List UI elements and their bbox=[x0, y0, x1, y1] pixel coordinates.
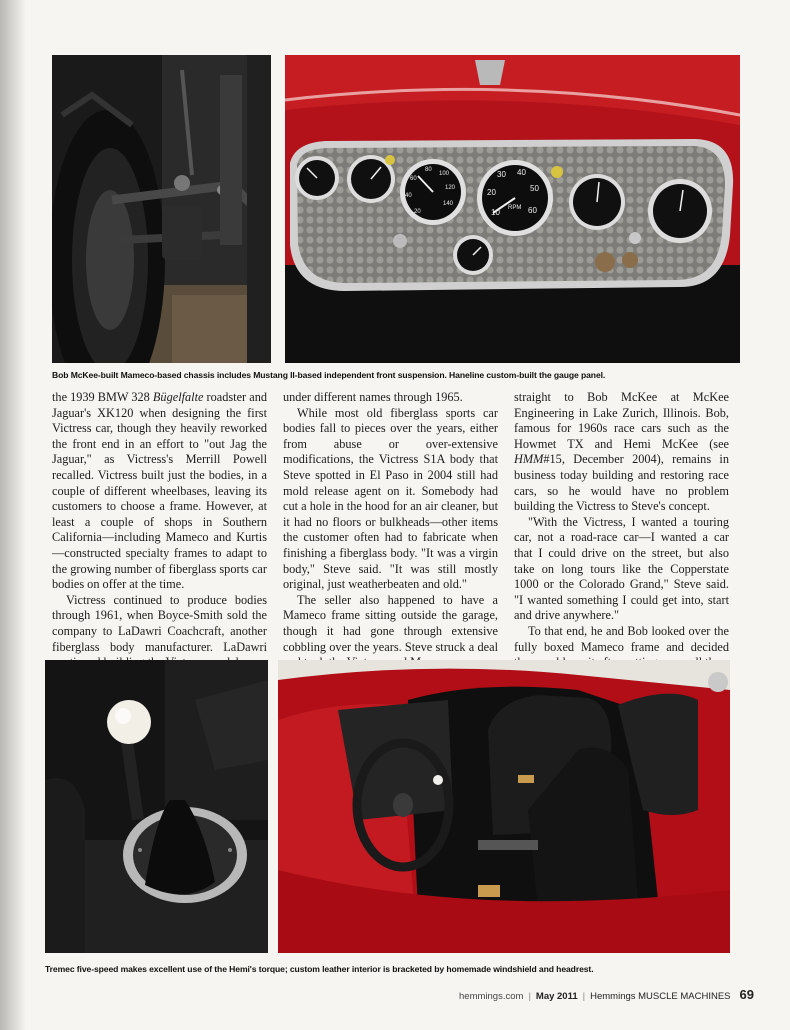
tach-label: 10 bbox=[491, 208, 500, 217]
photo-interior bbox=[278, 660, 730, 953]
article-column-3 bbox=[514, 390, 729, 671]
article-column-2 bbox=[283, 390, 498, 671]
clock-gauge bbox=[453, 235, 493, 275]
caption-bottom: Tremec five-speed makes excellent use of the Hemi's torque; custom leather interior is bracketed by homemade windshield and headrest. bbox=[45, 964, 594, 974]
speedo-label: 20 bbox=[414, 209, 421, 215]
paragraph: The seller also happened to have a Mameco frame sitting outside the garage, though it had gone through extensive cobbling over the years. Steve struck a deal bbox=[283, 592, 498, 654]
tach-label: 30 bbox=[497, 170, 506, 179]
speedo-label: 120 bbox=[445, 185, 456, 191]
footer-separator: | bbox=[528, 991, 531, 1002]
tachometer-gauge bbox=[477, 160, 553, 236]
fuel-gauge bbox=[569, 174, 625, 230]
photo-chassis bbox=[52, 55, 271, 363]
photo-gauge-panel bbox=[285, 55, 740, 363]
page-footer bbox=[459, 987, 754, 1002]
footer-site: hemmings.com bbox=[459, 991, 524, 1002]
speedo-label: 140 bbox=[443, 201, 454, 207]
small-gauge-1 bbox=[295, 156, 339, 200]
speedo-label: 100 bbox=[439, 171, 450, 177]
speedo-label: 40 bbox=[405, 193, 412, 199]
tach-label: 60 bbox=[528, 206, 537, 215]
tach-label: 20 bbox=[487, 188, 496, 197]
binding-shadow bbox=[0, 0, 26, 1030]
footer-issue: May 2011 bbox=[535, 991, 578, 1002]
photo-shifter bbox=[45, 660, 268, 953]
speedometer-gauge bbox=[400, 159, 466, 225]
speedo-label: 60 bbox=[410, 176, 417, 182]
footer-magazine: Hemmings MUSCLE MACHINES bbox=[590, 991, 731, 1002]
paragraph: "With the Victress, I wanted a touring car, not a road-race car—I wanted a car that I could drive on the street, but also take on long tours like the Copperstate 1000 or the Colorado Grand," Steve said. "I wanted something I could get into, start and drive anywhere." bbox=[514, 514, 729, 623]
tach-label: 50 bbox=[530, 184, 539, 193]
tach-unit: RPM bbox=[508, 205, 522, 211]
speedo-label: 80 bbox=[425, 167, 432, 173]
caption-top: Bob McKee-built Mameco-based chassis includes Mustang II-based independent front suspension. Haneline custom-built the gauge panel. bbox=[52, 370, 606, 380]
page-number: 69 bbox=[739, 987, 754, 1002]
paragraph: the 1939 BMW 328 Bügelfalte roadster and Jaguar's XK120 when designing the first Victress car, though they heavily reworked the front end in an effort to "out Jag the Jaguar," as Victress's Merrill Powell recalled. Victress built just the bodies, in a couple of different wheelbases, leaving its customers to choose a frame. However, at least a couple of shops in Southern California—including Mameco and Kurtis—constructed specialty frames to adapt to the growing number of fiberglass sports car bodies on offer at the time. bbox=[52, 390, 267, 592]
tach-label: 40 bbox=[517, 168, 526, 177]
paragraph: straight to Bob McKee at McKee Engineering in Lake Zurich, Illinois. Bob, famous for 1960s race cars such as the Howmet TX and Hemi McKee (see HMM#15, December 2004), remains in business today building and restoring race cars, so he would have no problem building the Victress to Steve's concept. bbox=[514, 390, 729, 514]
oil-gauge bbox=[648, 179, 712, 243]
paragraph: under different names through 1965. bbox=[283, 390, 463, 404]
paragraph: While most old fiberglass sports car bodies fall to pieces over the years, either from abuse or over-extensive modifications, the Victress S1A body that Steve spotted in El Paso in 2004 still had mold release agent on it. Somebody had cut a hole in the hood for an air cleaner, but it had no floors or bulkheads—other items the customer often had to fabricate when finishing a fiberglass body. "It was a virgin body," Steve said. "It was still mostly original, just weatherbeaten and old." bbox=[283, 405, 498, 592]
footer-separator: | bbox=[582, 991, 586, 1002]
article-column-1 bbox=[52, 390, 267, 671]
paragraph: Victress continued to produce bodies through 1961, when Boyce-Smith sold the company to LaDawri Coachcraft, another fiberglass body manufacturer. LaDawri bbox=[52, 592, 267, 654]
paragraph: To that end, he and Bob looked over the fully boxed Mameco frame and decided bbox=[514, 623, 729, 654]
